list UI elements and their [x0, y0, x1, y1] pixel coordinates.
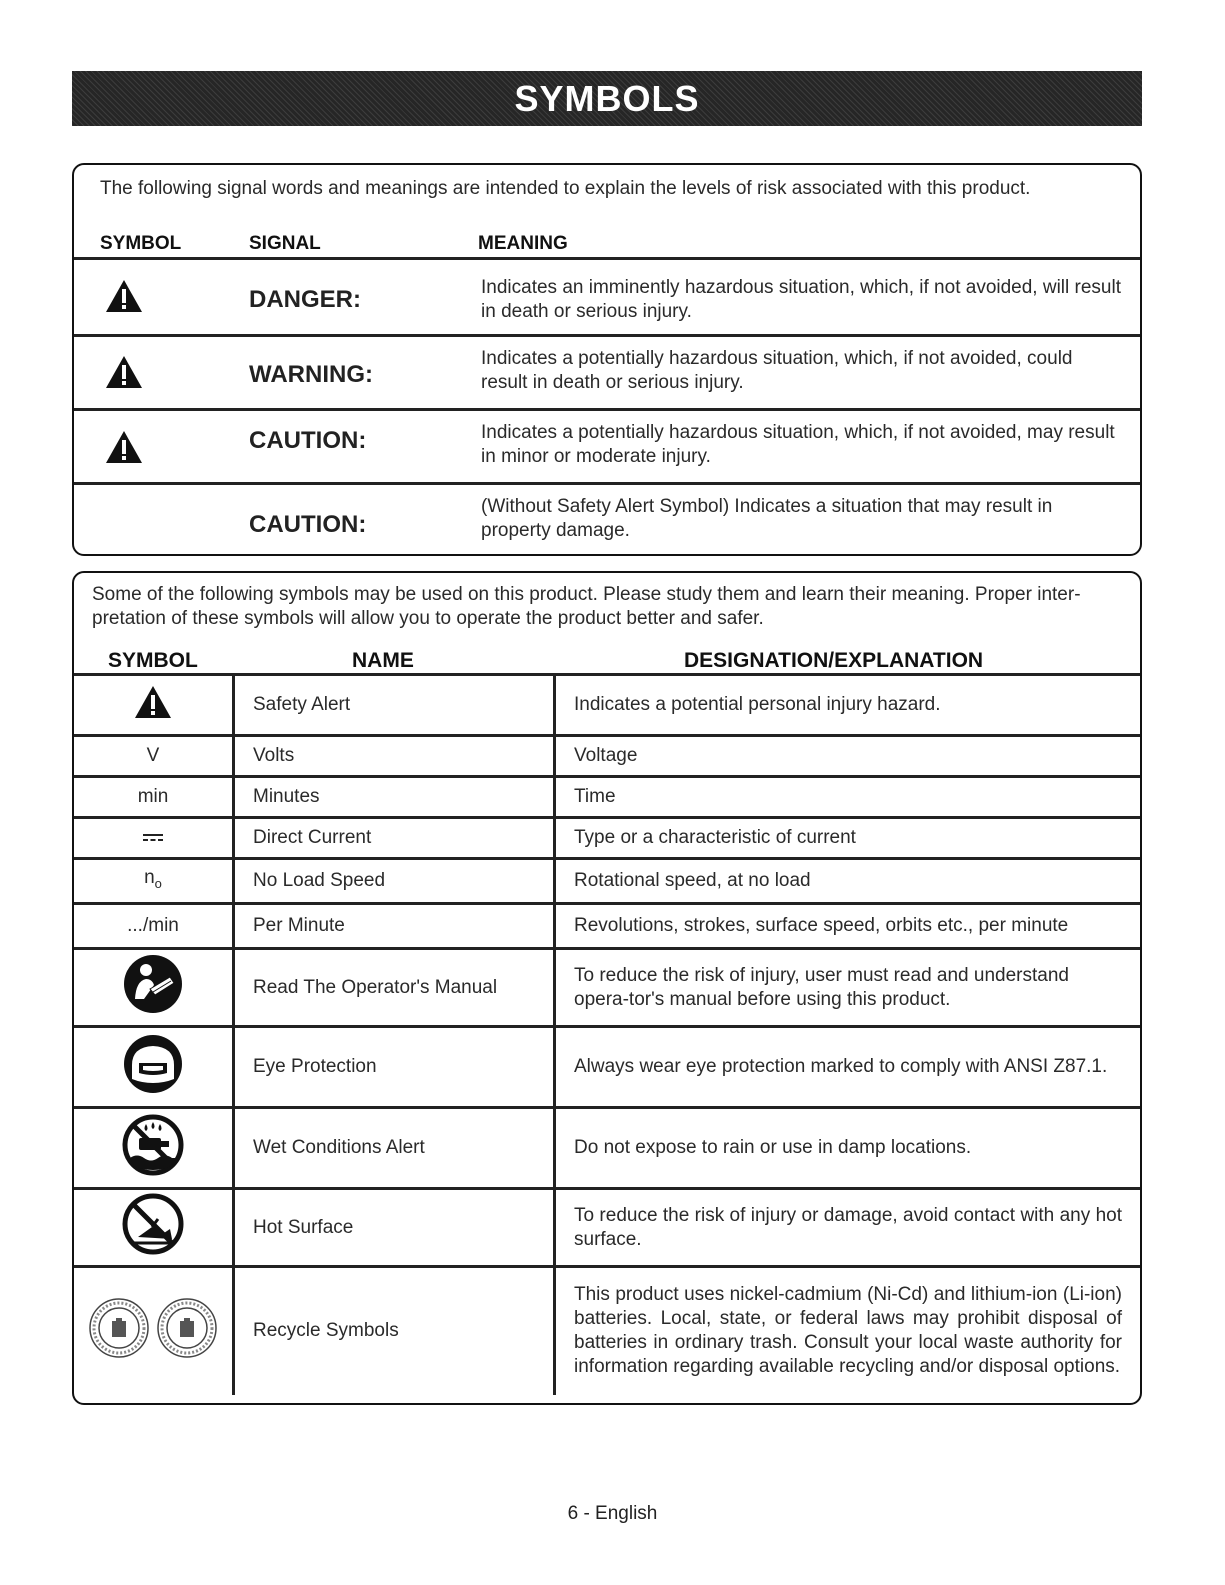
symbol-cell: min — [74, 777, 234, 818]
safety-alert-triangle-icon — [133, 684, 173, 720]
name-cell: Direct Current — [234, 818, 555, 859]
designation-cell: To reduce the risk of injury or damage, avoid contact with any hot surface. — [555, 1189, 1141, 1267]
signal-row-warning — [74, 334, 1140, 408]
signal-word: DANGER: — [249, 286, 361, 313]
name-cell: Eye Protection — [234, 1027, 555, 1108]
table-row — [74, 818, 1140, 859]
recycle-seal-liion-icon — [156, 1297, 218, 1359]
designation-cell: Revolutions, strokes, surface speed, orbits etc., per minute — [555, 904, 1141, 949]
table-row — [74, 859, 1140, 904]
signal-meaning: Indicates an imminently hazardous situation, which, if not avoided, will result in death or serious injury. — [481, 277, 1121, 322]
signal-table — [74, 257, 1140, 556]
signal-col-signal: SIGNAL — [249, 233, 321, 254]
table-row — [74, 777, 1140, 818]
symbol-cell — [74, 1108, 234, 1189]
signal-word: CAUTION: — [249, 511, 367, 538]
signal-intro: The following signal words and meanings are intended to explain the levels of risk associated with this product. — [100, 178, 1031, 199]
recycle-seal-nicd-icon — [88, 1297, 150, 1359]
signal-word: CAUTION: — [249, 427, 367, 454]
signal-row-caution-property — [74, 482, 1140, 556]
no-load-symbol: n — [144, 867, 155, 889]
name-cell: Recycle Symbols — [234, 1267, 555, 1395]
symbols-col-designation: DESIGNATION/EXPLANATION — [684, 649, 984, 672]
recycle-seal-icon — [88, 1297, 217, 1366]
hot-surface-icon — [122, 1193, 184, 1255]
safety-alert-triangle-icon — [104, 429, 144, 465]
designation-cell: Indicates a potential personal injury hazard. — [555, 675, 1141, 736]
symbols-col-symbol: SYMBOL — [108, 649, 198, 672]
symbols-col-name: NAME — [352, 649, 414, 672]
signal-col-meaning: MEANING — [478, 233, 568, 254]
signal-meaning: (Without Safety Alert Symbol) Indicates a situation that may result in property damage. — [481, 496, 1053, 541]
symbols-intro-line-1: Some of the following symbols may be used on this product. Please study them and learn their meaning. Proper inter- — [92, 584, 1081, 605]
signal-row-caution — [74, 408, 1140, 482]
name-cell: Read The Operator's Manual — [234, 949, 555, 1027]
symbol-cell: .../min — [74, 904, 234, 949]
signal-col-symbol: SYMBOL — [100, 233, 182, 254]
designation-cell: Time — [555, 777, 1141, 818]
table-row — [74, 1027, 1140, 1108]
symbols-box — [72, 571, 1142, 1405]
direct-current-icon — [142, 833, 164, 843]
designation-cell: Voltage — [555, 736, 1141, 777]
designation-cell: To reduce the risk of injury, user must read and understand opera-tor's manual before using this product. — [555, 949, 1141, 1027]
signal-row-danger — [74, 257, 1140, 334]
symbol-cell — [74, 675, 234, 736]
name-cell: No Load Speed — [234, 859, 555, 904]
read-manual-icon — [122, 953, 184, 1015]
table-row — [74, 949, 1140, 1027]
signal-meaning: Indicates a potentially hazardous situation, which, if not avoided, may result in minor or moderate injury. — [481, 422, 1115, 467]
safety-alert-triangle-icon — [104, 278, 144, 314]
table-row — [74, 736, 1140, 777]
symbols-table — [74, 673, 1140, 1395]
page-header — [72, 71, 1142, 126]
name-cell: Minutes — [234, 777, 555, 818]
page-footer: 6 - English — [567, 1503, 658, 1524]
symbol-cell: V — [74, 736, 234, 777]
table-row — [74, 675, 1140, 736]
signal-meaning: Indicates a potentially hazardous situation, which, if not avoided, could result in death or serious injury. — [481, 348, 1073, 393]
page-title: SYMBOLS — [514, 77, 700, 119]
eye-protection-icon — [122, 1033, 184, 1095]
symbol-cell — [74, 949, 234, 1027]
name-cell: Per Minute — [234, 904, 555, 949]
name-cell: Wet Conditions Alert — [234, 1108, 555, 1189]
designation-cell: Always wear eye protection marked to comply with ANSI Z87.1. — [555, 1027, 1141, 1108]
designation-cell: Rotational speed, at no load — [555, 859, 1141, 904]
symbol-cell — [74, 1027, 234, 1108]
designation-cell: This product uses nickel-cadmium (Ni-Cd) and lithium-ion (Li-ion) batteries. Local, state, or federal laws may prohibit disposal of batteries in ordinary trash. Consult your local waste authority for information regarding available recycling and/or disposal options. — [555, 1267, 1141, 1395]
table-row — [74, 1267, 1140, 1395]
symbol-cell — [74, 1267, 234, 1395]
no-load-symbol-sub: o — [154, 875, 162, 891]
symbol-cell — [74, 818, 234, 859]
signal-word: WARNING: — [249, 361, 373, 388]
table-row — [74, 1189, 1140, 1267]
signal-words-box — [72, 163, 1142, 556]
designation-cell: Do not expose to rain or use in damp locations. — [555, 1108, 1141, 1189]
name-cell: Volts — [234, 736, 555, 777]
symbol-cell — [74, 859, 234, 904]
symbol-cell — [74, 1189, 234, 1267]
designation-cell: Type or a characteristic of current — [555, 818, 1141, 859]
safety-alert-triangle-icon — [104, 354, 144, 390]
table-row — [74, 904, 1140, 949]
symbols-intro-line-2: pretation of these symbols will allow you to operate the product better and safer. — [92, 608, 764, 629]
table-row — [74, 1108, 1140, 1189]
name-cell: Hot Surface — [234, 1189, 555, 1267]
wet-conditions-icon — [122, 1114, 184, 1176]
name-cell: Safety Alert — [234, 675, 555, 736]
